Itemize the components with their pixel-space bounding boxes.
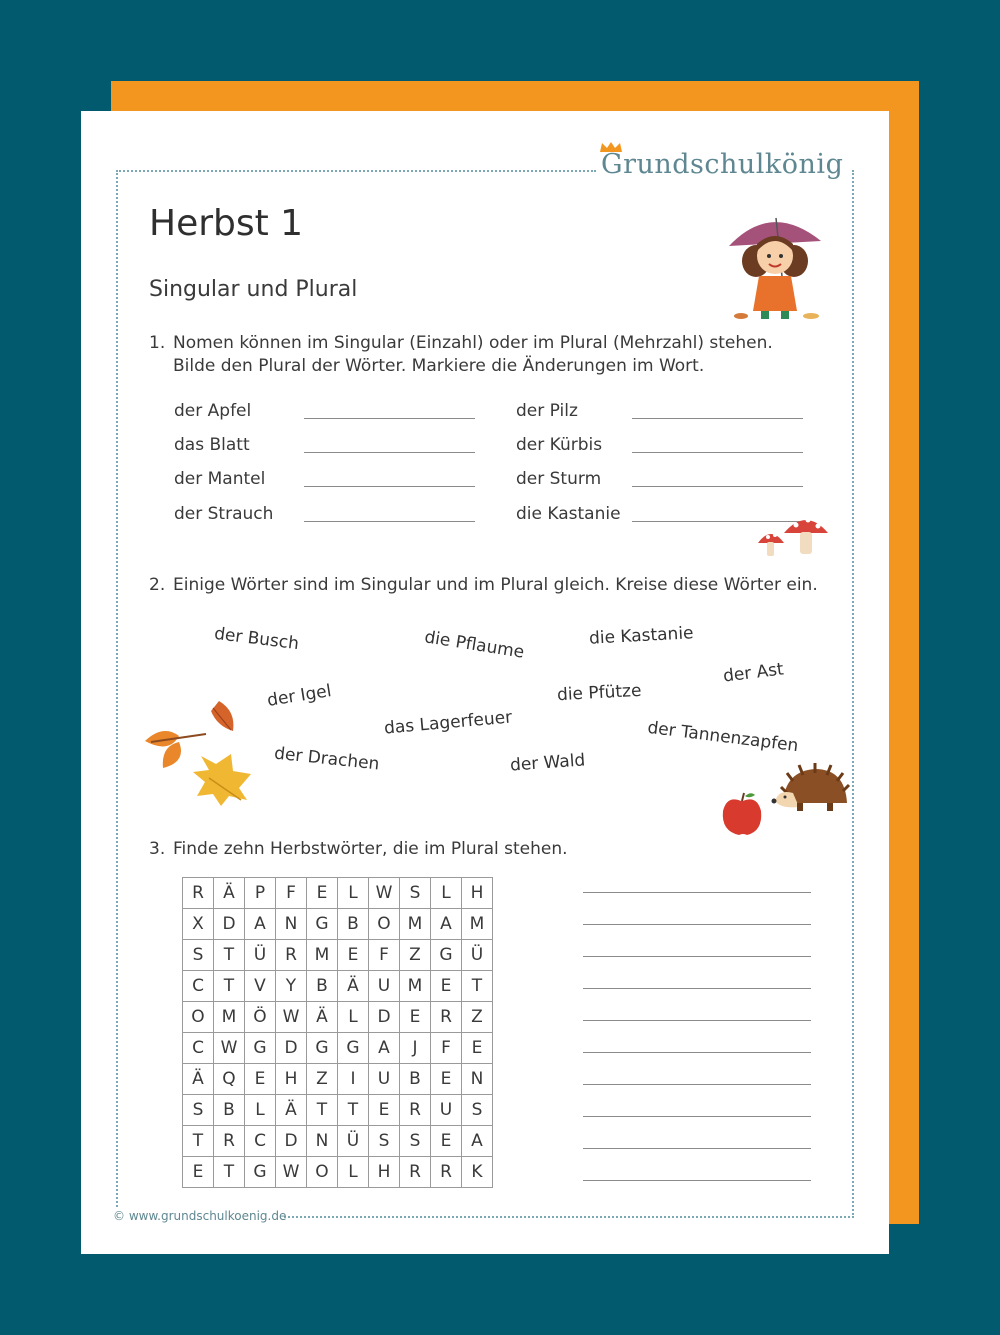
answer-line[interactable] (583, 924, 811, 925)
task-1-word: der Strauch (174, 504, 274, 524)
grid-cell[interactable]: S (183, 1095, 214, 1126)
grid-cell[interactable]: M (462, 909, 493, 940)
grid-cell[interactable]: U (369, 971, 400, 1002)
grid-cell[interactable]: S (400, 878, 431, 909)
task-1-word: der Sturm (516, 469, 602, 489)
grid-cell[interactable]: Ä (276, 1095, 307, 1126)
grid-cell[interactable]: A (431, 909, 462, 940)
brand-logo: Grundschulkönig (601, 149, 844, 180)
grid-cell[interactable]: G (431, 940, 462, 971)
grid-cell[interactable]: N (462, 1064, 493, 1095)
grid-cell[interactable]: I (338, 1064, 369, 1095)
page-title: Herbst 1 (149, 203, 304, 244)
grid-cell[interactable]: G (307, 909, 338, 940)
grid-cell[interactable]: B (307, 971, 338, 1002)
grid-cell[interactable]: Ü (245, 940, 276, 971)
grid-cell[interactable]: G (338, 1033, 369, 1064)
grid-cell[interactable]: C (183, 1033, 214, 1064)
grid-cell[interactable]: R (431, 1157, 462, 1188)
grid-cell[interactable]: M (307, 940, 338, 971)
grid-cell[interactable]: Ä (214, 878, 245, 909)
grid-cell[interactable]: X (183, 909, 214, 940)
grid-cell[interactable]: M (400, 971, 431, 1002)
grid-cell[interactable]: H (276, 1064, 307, 1095)
grid-cell[interactable]: S (183, 940, 214, 971)
grid-cell[interactable]: G (245, 1033, 276, 1064)
grid-cell[interactable]: T (214, 1157, 245, 1188)
scatter-word[interactable]: der Drachen (273, 743, 381, 775)
grid-cell[interactable]: E (431, 971, 462, 1002)
grid-cell[interactable]: L (338, 878, 369, 909)
hedgehog-illustration (771, 763, 851, 818)
grid-cell[interactable]: L (245, 1095, 276, 1126)
grid-cell[interactable]: R (276, 940, 307, 971)
scatter-word[interactable]: der Ast (722, 659, 785, 687)
grid-cell[interactable]: E (183, 1157, 214, 1188)
mushrooms-illustration (756, 511, 836, 571)
grid-cell[interactable]: F (276, 878, 307, 909)
answer-line[interactable] (583, 1180, 811, 1181)
task-1-word: der Apfel (174, 401, 252, 421)
scatter-word[interactable]: der Wald (509, 750, 586, 776)
grid-cell[interactable]: J (400, 1033, 431, 1064)
grid-cell[interactable]: D (276, 1126, 307, 1157)
grid-cell[interactable]: L (338, 1157, 369, 1188)
grid-row (183, 940, 493, 971)
grid-cell[interactable]: H (369, 1157, 400, 1188)
grid-cell[interactable]: G (307, 1033, 338, 1064)
answer-line[interactable] (632, 452, 803, 453)
grid-cell[interactable]: Y (276, 971, 307, 1002)
task-1-word: der Pilz (516, 401, 578, 421)
scatter-word[interactable]: die Kastanie (588, 623, 694, 649)
task-2-instructions: 2. Einige Wörter sind im Singular und im Plural gleich. Kreise diese Wörter ein. (149, 575, 818, 595)
grid-cell[interactable]: V (245, 971, 276, 1002)
grid-cell[interactable]: Ü (338, 1126, 369, 1157)
grid-cell[interactable]: G (245, 1157, 276, 1188)
grid-cell[interactable]: S (369, 1126, 400, 1157)
grid-cell[interactable]: N (307, 1126, 338, 1157)
grid-row (183, 1033, 493, 1064)
answer-line[interactable] (583, 988, 811, 989)
grid-cell[interactable]: T (462, 971, 493, 1002)
grid-cell[interactable]: E (431, 1064, 462, 1095)
grid-cell[interactable]: H (462, 878, 493, 909)
grid-row (183, 971, 493, 1002)
grid-cell[interactable]: C (183, 971, 214, 1002)
grid-cell[interactable]: T (307, 1095, 338, 1126)
answer-line[interactable] (304, 486, 475, 487)
grid-cell[interactable]: E (462, 1033, 493, 1064)
grid-cell[interactable]: K (462, 1157, 493, 1188)
grid-cell[interactable]: Ö (245, 1002, 276, 1033)
task-1-word: der Kürbis (516, 435, 603, 455)
grid-cell[interactable]: U (431, 1095, 462, 1126)
grid-row (183, 909, 493, 940)
grid-cell[interactable]: R (400, 1157, 431, 1188)
scatter-word[interactable]: der Tannenzapfen (646, 717, 800, 757)
answer-line[interactable] (583, 1148, 811, 1149)
grid-cell[interactable]: Ä (307, 1002, 338, 1033)
answer-line[interactable] (583, 892, 811, 893)
grid-cell[interactable]: B (400, 1064, 431, 1095)
task-3-instructions: 3. Finde zehn Herbstwörter, die im Plural stehen. (149, 839, 568, 859)
girl-umbrella-illustration (721, 206, 831, 326)
grid-cell[interactable]: C (245, 1126, 276, 1157)
answer-line[interactable] (583, 956, 811, 957)
grid-cell[interactable]: W (214, 1033, 245, 1064)
answer-line[interactable] (304, 452, 475, 453)
page-subtitle: Singular und Plural (149, 277, 358, 302)
grid-cell[interactable]: T (183, 1126, 214, 1157)
grid-cell[interactable]: Ä (183, 1064, 214, 1095)
grid-cell[interactable]: L (431, 878, 462, 909)
grid-cell[interactable]: A (369, 1033, 400, 1064)
grid-cell[interactable]: M (400, 909, 431, 940)
answer-line[interactable] (632, 486, 803, 487)
grid-cell[interactable]: E (338, 940, 369, 971)
grid-cell[interactable]: L (338, 1002, 369, 1033)
task-1-word: der Mantel (174, 469, 266, 489)
grid-cell[interactable]: E (369, 1095, 400, 1126)
grid-cell[interactable]: Z (400, 940, 431, 971)
grid-cell[interactable]: S (400, 1126, 431, 1157)
scatter-word[interactable]: der Busch (213, 623, 300, 655)
grid-cell[interactable]: D (369, 1002, 400, 1033)
grid-cell[interactable]: F (369, 940, 400, 971)
grid-row (183, 1002, 493, 1033)
grid-cell[interactable]: R (431, 1002, 462, 1033)
grid-row (183, 1157, 493, 1188)
grid-row (183, 1126, 493, 1157)
grid-cell[interactable]: O (369, 909, 400, 940)
answer-line[interactable] (304, 418, 475, 419)
grid-cell[interactable]: Z (307, 1064, 338, 1095)
grid-cell[interactable]: U (369, 1064, 400, 1095)
grid-cell[interactable]: B (338, 909, 369, 940)
grid-cell[interactable]: T (214, 940, 245, 971)
grid-cell[interactable]: D (214, 909, 245, 940)
grid-cell[interactable]: F (431, 1033, 462, 1064)
grid-cell[interactable]: Ü (462, 940, 493, 971)
scatter-word[interactable]: das Lagerfeuer (383, 707, 513, 739)
answer-line[interactable] (583, 1052, 811, 1053)
grid-cell[interactable]: E (431, 1126, 462, 1157)
grid-cell[interactable]: B (214, 1095, 245, 1126)
word-search-grid (182, 877, 493, 1188)
task-1-instructions: 1. Nomen können im Singular (Einzahl) oder im Plural (Mehrzahl) stehen. Bilde den Plural der Wörter. Markiere die Änderungen im Wort. (149, 333, 773, 376)
answer-line[interactable] (583, 1116, 811, 1117)
autumn-leaves-illustration (141, 696, 261, 806)
grid-cell[interactable]: P (245, 878, 276, 909)
answer-line[interactable] (583, 1084, 811, 1085)
answer-line[interactable] (583, 1020, 811, 1021)
grid-row (183, 1064, 493, 1095)
grid-row (183, 878, 493, 909)
grid-cell[interactable]: O (307, 1157, 338, 1188)
answer-line[interactable] (632, 418, 803, 419)
grid-cell[interactable]: S (462, 1095, 493, 1126)
apple-illustration (719, 791, 769, 841)
grid-cell[interactable]: T (338, 1095, 369, 1126)
grid-cell[interactable]: Z (462, 1002, 493, 1033)
grid-cell[interactable]: T (214, 971, 245, 1002)
footer-copyright: © www.grundschulkoenig.de (113, 1209, 287, 1223)
grid-cell[interactable]: E (400, 1002, 431, 1033)
grid-cell[interactable]: A (245, 909, 276, 940)
grid-cell[interactable]: W (369, 878, 400, 909)
task-1-word: die Kastanie (516, 504, 621, 524)
scatter-word[interactable]: die Pfütze (556, 680, 642, 706)
task-1-word: das Blatt (174, 435, 250, 455)
grid-cell[interactable]: W (276, 1157, 307, 1188)
grid-cell[interactable]: W (276, 1002, 307, 1033)
worksheet-page (81, 111, 889, 1254)
grid-cell[interactable]: R (400, 1095, 431, 1126)
grid-cell[interactable]: E (307, 878, 338, 909)
grid-row (183, 1095, 493, 1126)
grid-cell[interactable]: Q (214, 1064, 245, 1095)
grid-cell[interactable]: N (276, 909, 307, 940)
scatter-word[interactable]: der Igel (265, 681, 333, 711)
grid-cell[interactable]: O (183, 1002, 214, 1033)
grid-cell[interactable]: R (183, 878, 214, 909)
grid-cell[interactable]: M (214, 1002, 245, 1033)
grid-cell[interactable]: A (462, 1126, 493, 1157)
grid-cell[interactable]: D (276, 1033, 307, 1064)
scatter-word[interactable]: die Pflaume (423, 627, 526, 663)
answer-line[interactable] (304, 521, 475, 522)
grid-cell[interactable]: Ä (338, 971, 369, 1002)
grid-cell[interactable]: E (245, 1064, 276, 1095)
grid-cell[interactable]: R (214, 1126, 245, 1157)
